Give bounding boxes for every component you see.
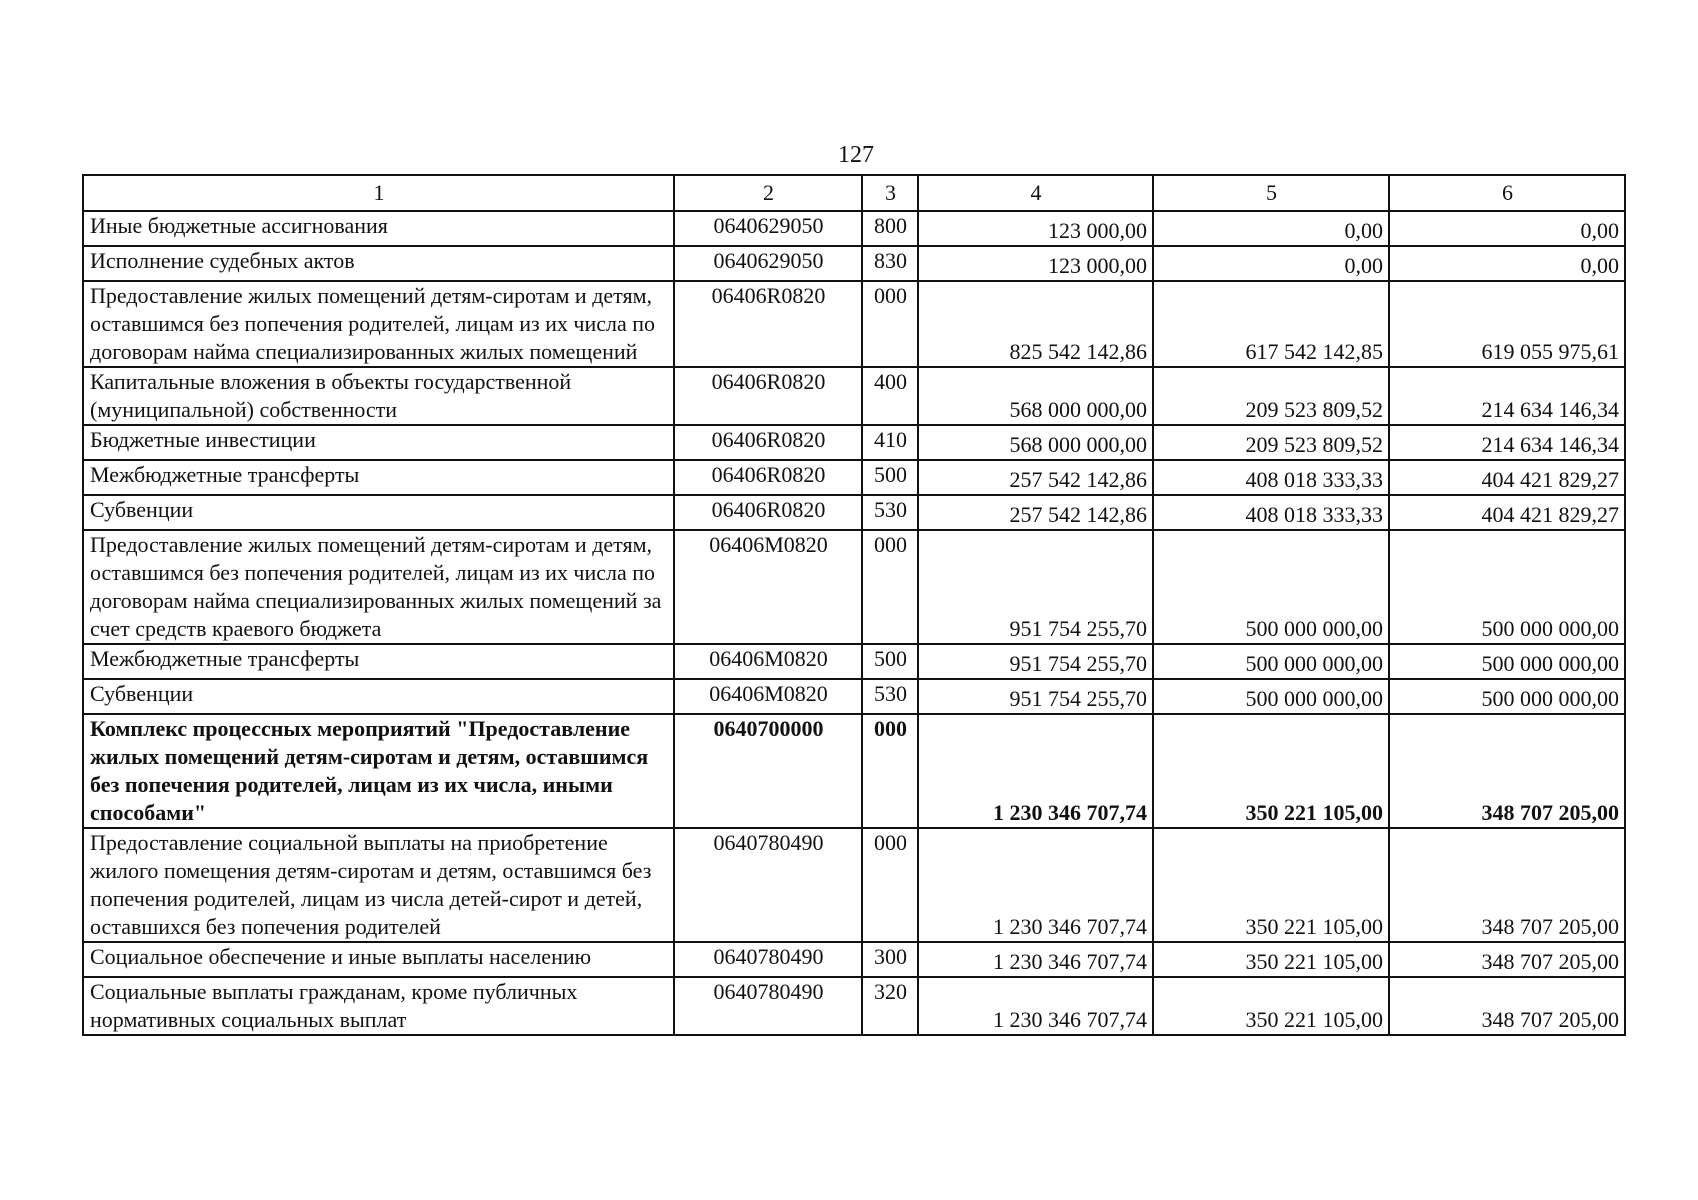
row-value-5: 408 018 333,33	[1153, 460, 1389, 495]
row-type: 000	[862, 714, 918, 828]
table-row	[83, 460, 1625, 495]
row-value-4: 1 230 346 707,74	[918, 942, 1153, 977]
table-row	[83, 942, 1625, 977]
row-value-6: 0,00	[1389, 246, 1625, 281]
row-value-6: 348 707 205,00	[1389, 977, 1625, 1035]
row-code: 06406R0820	[674, 281, 862, 367]
row-type: 530	[862, 495, 918, 530]
row-value-6: 348 707 205,00	[1389, 714, 1625, 828]
column-header: 5	[1153, 175, 1389, 211]
row-value-5: 209 523 809,52	[1153, 367, 1389, 425]
row-code: 06406R0820	[674, 425, 862, 460]
row-type: 830	[862, 246, 918, 281]
row-value-5: 408 018 333,33	[1153, 495, 1389, 530]
row-value-6: 500 000 000,00	[1389, 679, 1625, 714]
row-name: Межбюджетные трансферты	[83, 460, 674, 495]
table-row-section	[83, 714, 1625, 828]
row-name: Иные бюджетные ассигнования	[83, 211, 674, 246]
row-value-5: 209 523 809,52	[1153, 425, 1389, 460]
row-value-4: 257 542 142,86	[918, 495, 1153, 530]
row-type: 410	[862, 425, 918, 460]
row-name: Социальные выплаты гражданам, кроме публичных нормативных социальных выплат	[83, 977, 674, 1035]
row-code: 06406R0820	[674, 367, 862, 425]
row-code: 06406М0820	[674, 644, 862, 679]
column-header: 2	[674, 175, 862, 211]
row-value-6: 0,00	[1389, 211, 1625, 246]
row-type: 500	[862, 460, 918, 495]
table-header-row	[83, 175, 1625, 211]
row-value-5: 350 221 105,00	[1153, 828, 1389, 942]
column-header: 6	[1389, 175, 1625, 211]
row-value-6: 214 634 146,34	[1389, 367, 1625, 425]
table-row	[83, 530, 1625, 644]
row-value-5: 350 221 105,00	[1153, 977, 1389, 1035]
row-value-6: 214 634 146,34	[1389, 425, 1625, 460]
row-name: Предоставление социальной выплаты на приобретение жилого помещения детям-сиротам и детям, оставшимся без попечения родителей, лицам из числа детей-сирот и детей, оставшихся без попечения родителей	[83, 828, 674, 942]
row-type: 300	[862, 942, 918, 977]
row-code: 0640700000	[674, 714, 862, 828]
row-name: Бюджетные инвестиции	[83, 425, 674, 460]
row-value-4: 1 230 346 707,74	[918, 828, 1153, 942]
row-value-4: 951 754 255,70	[918, 530, 1153, 644]
column-header: 4	[918, 175, 1153, 211]
row-name: Субвенции	[83, 495, 674, 530]
row-value-5: 500 000 000,00	[1153, 530, 1389, 644]
row-value-5: 500 000 000,00	[1153, 644, 1389, 679]
row-name: Комплекс процессных мероприятий "Предоставление жилых помещений детям-сиротам и детям, оставшимся без попечения родителей, лицам из их числа, иными способами"	[83, 714, 674, 828]
row-value-4: 951 754 255,70	[918, 644, 1153, 679]
table-row	[83, 367, 1625, 425]
row-code: 06406R0820	[674, 495, 862, 530]
row-value-5: 0,00	[1153, 246, 1389, 281]
row-value-4: 951 754 255,70	[918, 679, 1153, 714]
table-row	[83, 211, 1625, 246]
table-row	[83, 246, 1625, 281]
row-name: Исполнение судебных актов	[83, 246, 674, 281]
table-row	[83, 977, 1625, 1035]
page-number: 127	[838, 142, 874, 168]
row-name: Субвенции	[83, 679, 674, 714]
row-code: 0640629050	[674, 246, 862, 281]
row-value-6: 500 000 000,00	[1389, 530, 1625, 644]
table-row	[83, 425, 1625, 460]
row-value-4: 123 000,00	[918, 246, 1153, 281]
row-type: 000	[862, 281, 918, 367]
row-value-4: 123 000,00	[918, 211, 1153, 246]
row-code: 06406R0820	[674, 460, 862, 495]
row-name: Межбюджетные трансферты	[83, 644, 674, 679]
row-value-4: 825 542 142,86	[918, 281, 1153, 367]
row-name: Капитальные вложения в объекты государственной (муниципальной) собственности	[83, 367, 674, 425]
row-value-5: 617 542 142,85	[1153, 281, 1389, 367]
table-row	[83, 679, 1625, 714]
row-type: 000	[862, 828, 918, 942]
row-type: 320	[862, 977, 918, 1035]
row-type: 800	[862, 211, 918, 246]
row-code: 06406М0820	[674, 530, 862, 644]
row-value-5: 0,00	[1153, 211, 1389, 246]
row-value-6: 404 421 829,27	[1389, 495, 1625, 530]
row-value-4: 1 230 346 707,74	[918, 714, 1153, 828]
row-value-6: 619 055 975,61	[1389, 281, 1625, 367]
row-type: 000	[862, 530, 918, 644]
row-value-6: 348 707 205,00	[1389, 942, 1625, 977]
row-code: 0640780490	[674, 942, 862, 977]
row-name: Предоставление жилых помещений детям-сиротам и детям, оставшимся без попечения родителей, лицам из их числа по договорам найма специализированных жилых помещений	[83, 281, 674, 367]
row-name: Предоставление жилых помещений детям-сиротам и детям, оставшимся без попечения родителей, лицам из их числа по договорам найма специализированных жилых помещений за счет средств краевого бюджета	[83, 530, 674, 644]
row-value-4: 568 000 000,00	[918, 367, 1153, 425]
row-value-6: 348 707 205,00	[1389, 828, 1625, 942]
row-code: 0640629050	[674, 211, 862, 246]
row-type: 400	[862, 367, 918, 425]
budget-table	[82, 174, 1626, 1036]
row-value-5: 500 000 000,00	[1153, 679, 1389, 714]
table-row	[83, 495, 1625, 530]
row-code: 0640780490	[674, 828, 862, 942]
table-row	[83, 644, 1625, 679]
table-row	[83, 281, 1625, 367]
table-row	[83, 828, 1625, 942]
row-value-4: 568 000 000,00	[918, 425, 1153, 460]
column-header: 1	[83, 175, 674, 211]
row-name: Социальное обеспечение и иные выплаты населению	[83, 942, 674, 977]
row-value-5: 350 221 105,00	[1153, 714, 1389, 828]
row-type: 530	[862, 679, 918, 714]
row-value-4: 257 542 142,86	[918, 460, 1153, 495]
row-code: 0640780490	[674, 977, 862, 1035]
row-code: 06406М0820	[674, 679, 862, 714]
row-value-5: 350 221 105,00	[1153, 942, 1389, 977]
row-value-6: 404 421 829,27	[1389, 460, 1625, 495]
row-value-6: 500 000 000,00	[1389, 644, 1625, 679]
row-value-4: 1 230 346 707,74	[918, 977, 1153, 1035]
row-type: 500	[862, 644, 918, 679]
column-header: 3	[862, 175, 918, 211]
